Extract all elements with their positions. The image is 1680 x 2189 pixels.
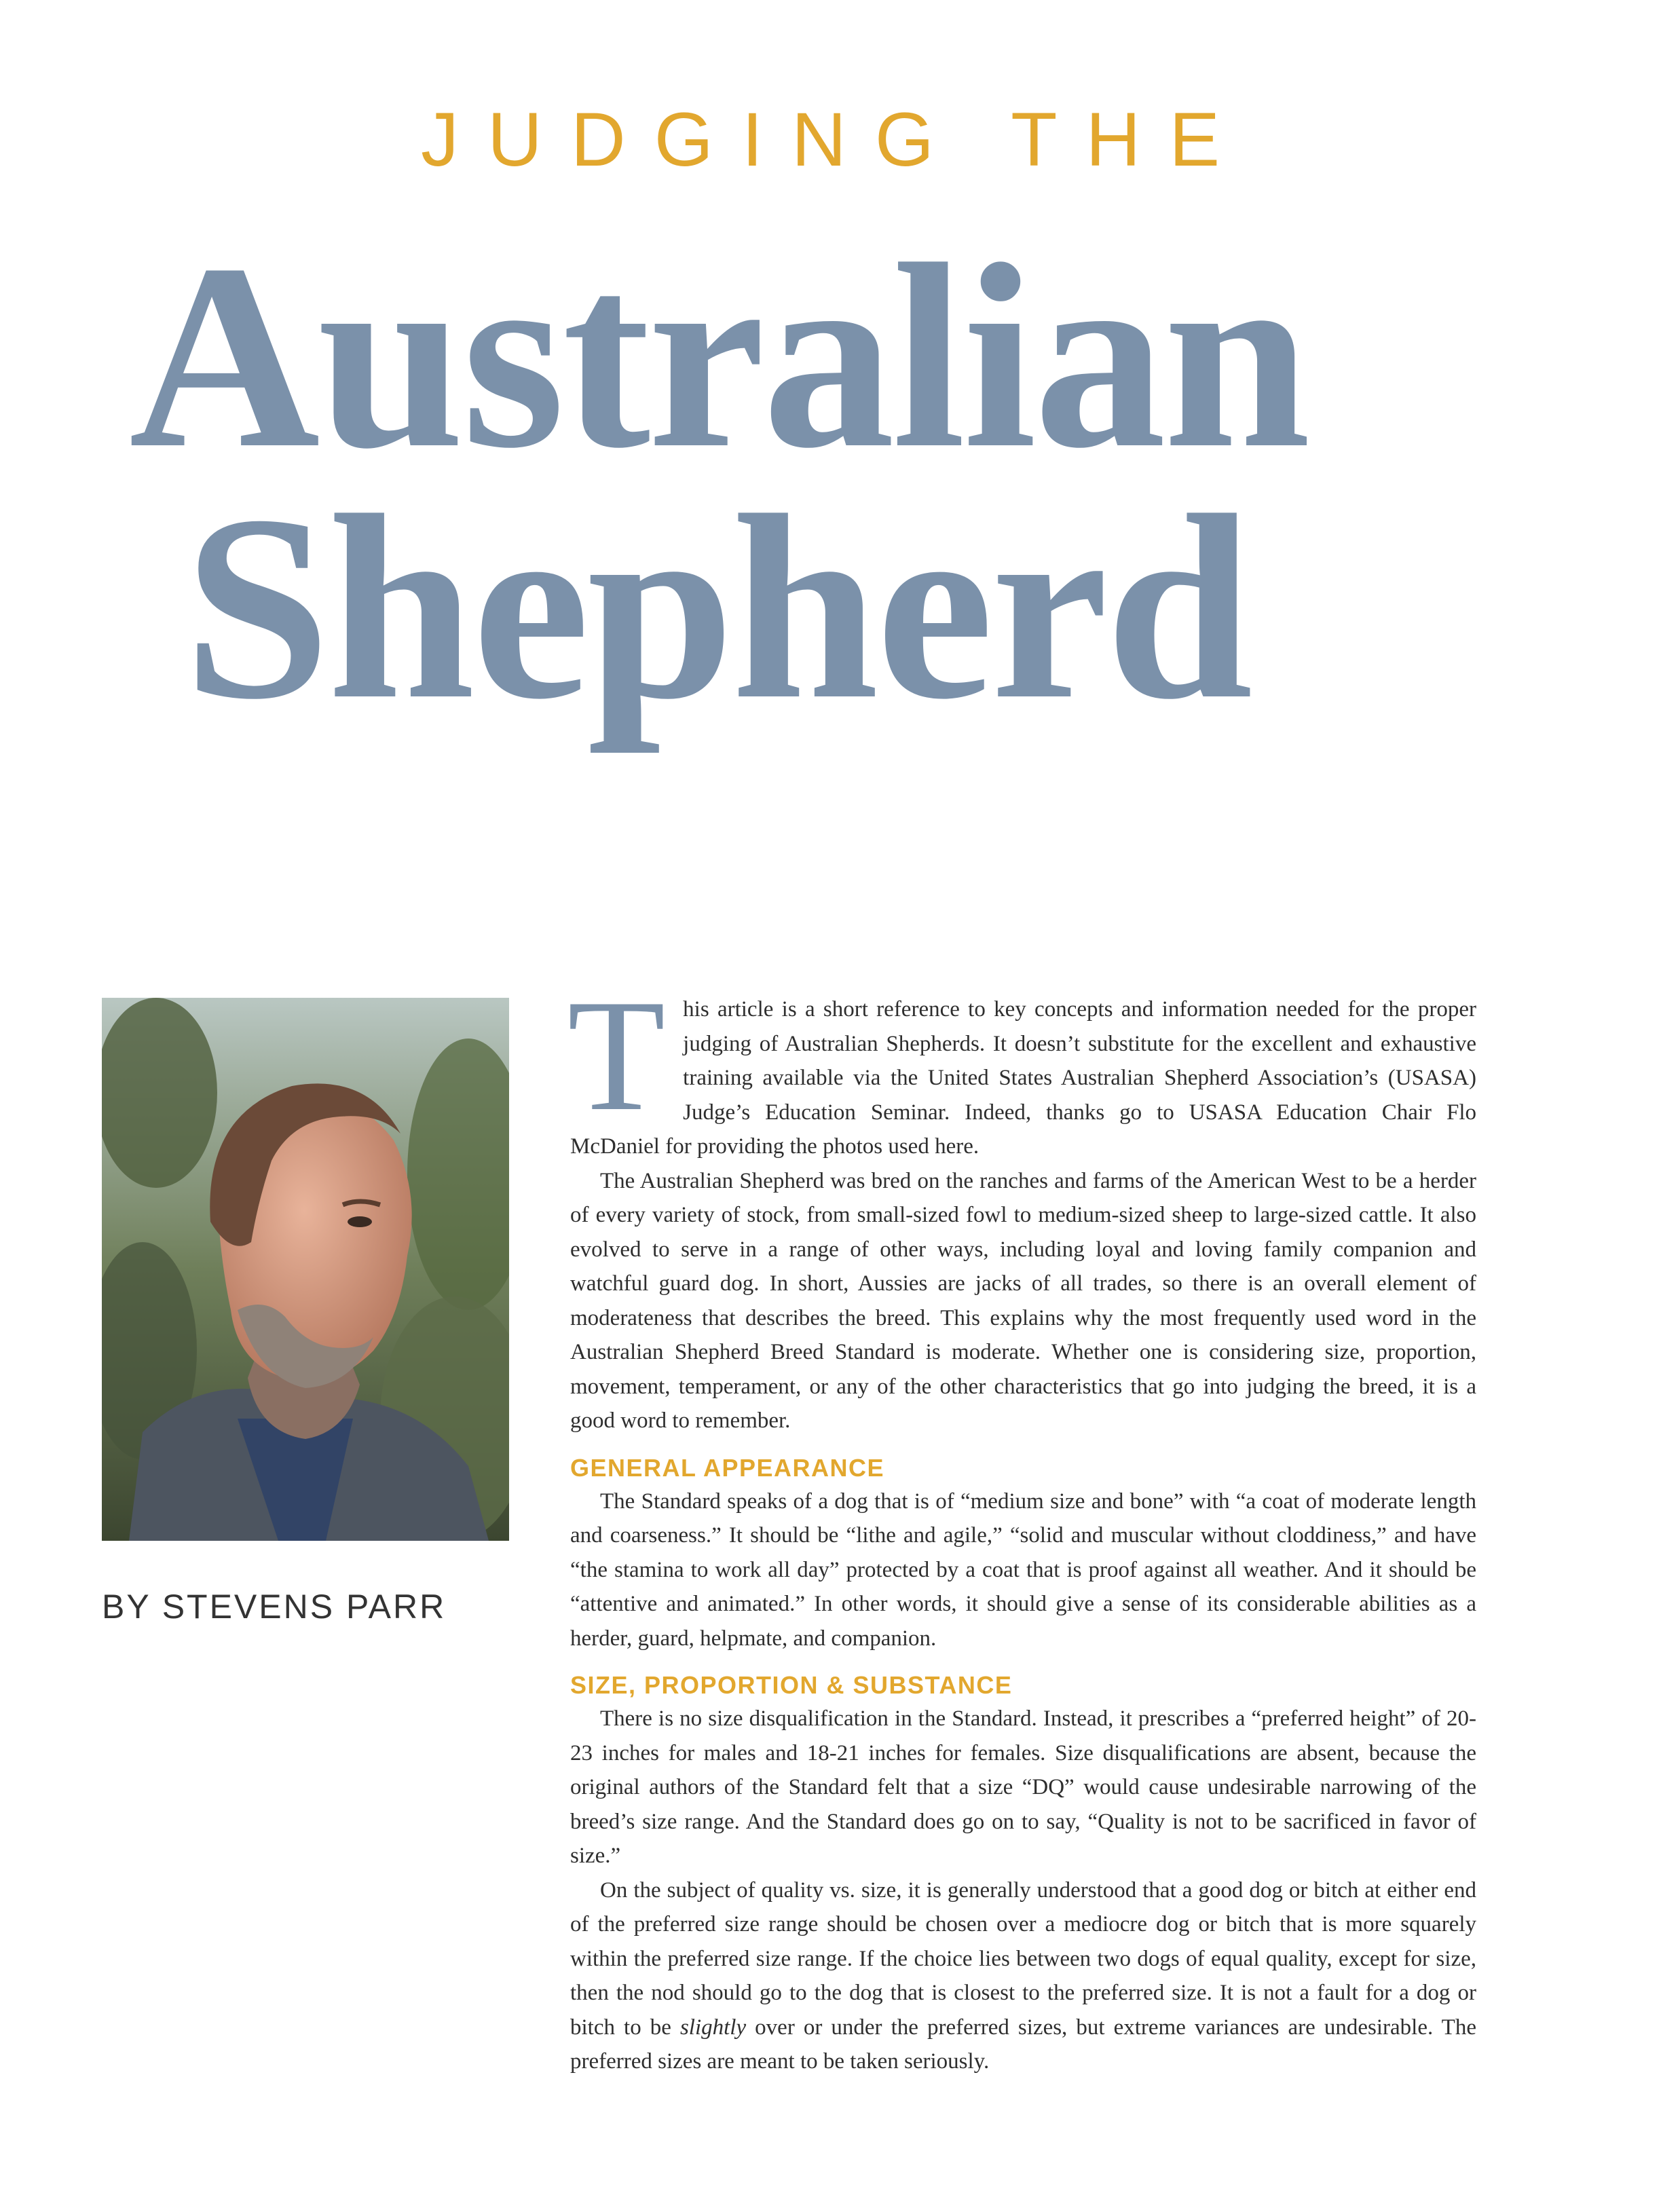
paragraph-size-2: [570, 1873, 1476, 2079]
kicker-heading: JUDGING THE: [421, 97, 1249, 182]
paragraph-size-2-part-b: over or under the preferred sizes, but extreme variances are undesirable. The preferred sizes are meant to be taken seriously.: [570, 2015, 1476, 2074]
author-portrait-icon: [102, 998, 509, 1541]
paragraph-general-appearance: The Standard speaks of a dog that is of “medium size and bone” with “a coat of moderate length and coarseness.” It should be “lithe and agile,” “solid and muscular without cloddiness,” and have “the stamina to work all day” protected by a coat that is proof against all weather. And it should be “attentive and animated.” In other words, it should give a sense of its considerable abilities as a herder, guard, helpmate, and companion.: [570, 1489, 1476, 1651]
heading-general-appearance: GENERAL APPEARANCE: [570, 1453, 885, 1482]
intro-text: his article is a short reference to key concepts and information needed for the proper judging of Australian Shepherds. It doesn’t substitute for the excellent and exhaustive training available via the United States Australian Shepherd Association’s (USASA) Judge’s Education Seminar. Indeed, thanks go to USASA Education Chair Flo McDaniel for providing the photos used here.: [570, 997, 1476, 1159]
paragraph-size-1: There is no size disqualification in the Standard. Instead, it prescribes a “preferred height” of 20-23 inches for males and 18-21 inches for females. Size disqualifications are absent, because the original authors of the Standard felt that a size “DQ” would cause undesirable narrowing of the breed’s size range. And the Standard does go on to say, “Quality is not to be sacrificed in favor of size.”: [570, 1706, 1476, 1868]
author-photo: [102, 998, 509, 1541]
article-body: [567, 967, 1476, 2079]
emphasis-slightly: slightly: [679, 2015, 747, 2040]
drop-cap: T: [567, 967, 666, 1144]
intro-paragraph: [567, 967, 1476, 1164]
byline: BY STEVENS PARR: [102, 1588, 447, 1626]
heading-size-proportion: SIZE, PROPORTION & SUBSTANCE: [570, 1671, 1013, 1699]
title-line-1: Australian: [129, 210, 1308, 503]
title-line-2: Shepherd: [183, 461, 1250, 754]
paragraph-size-2-part-a: On the subject of quality vs. size, it is generally understood that a good dog or bitch at either end of the preferred size range should be chosen over a mediocre dog or bitch that is more squarely within the preferred size range. If the choice lies between two dogs of equal quality, except for size, then the nod should go to the dog that is closest to the preferred size. It is not a fault for a dog or bitch to be: [570, 1877, 1476, 2040]
paragraph-2: The Australian Shepherd was bred on the ranches and farms of the American West to be a herder of every variety of stock, from small-sized fowl to medium-sized sheep to large-sized cattle. It also evolved to serve in a range of other ways, including loyal and loving family companion and watchful guard dog. In short, Aussies are jacks of all trades, so there is an overall element of moderateness that describes the breed. This explains why the most frequently used word in the Australian Shepherd Breed Standard is moderate. Whether one is considering size, proportion, movement, temperament, or any of the other characteristics that go into judging the breed, it is a good word to remember.: [570, 1168, 1476, 1433]
